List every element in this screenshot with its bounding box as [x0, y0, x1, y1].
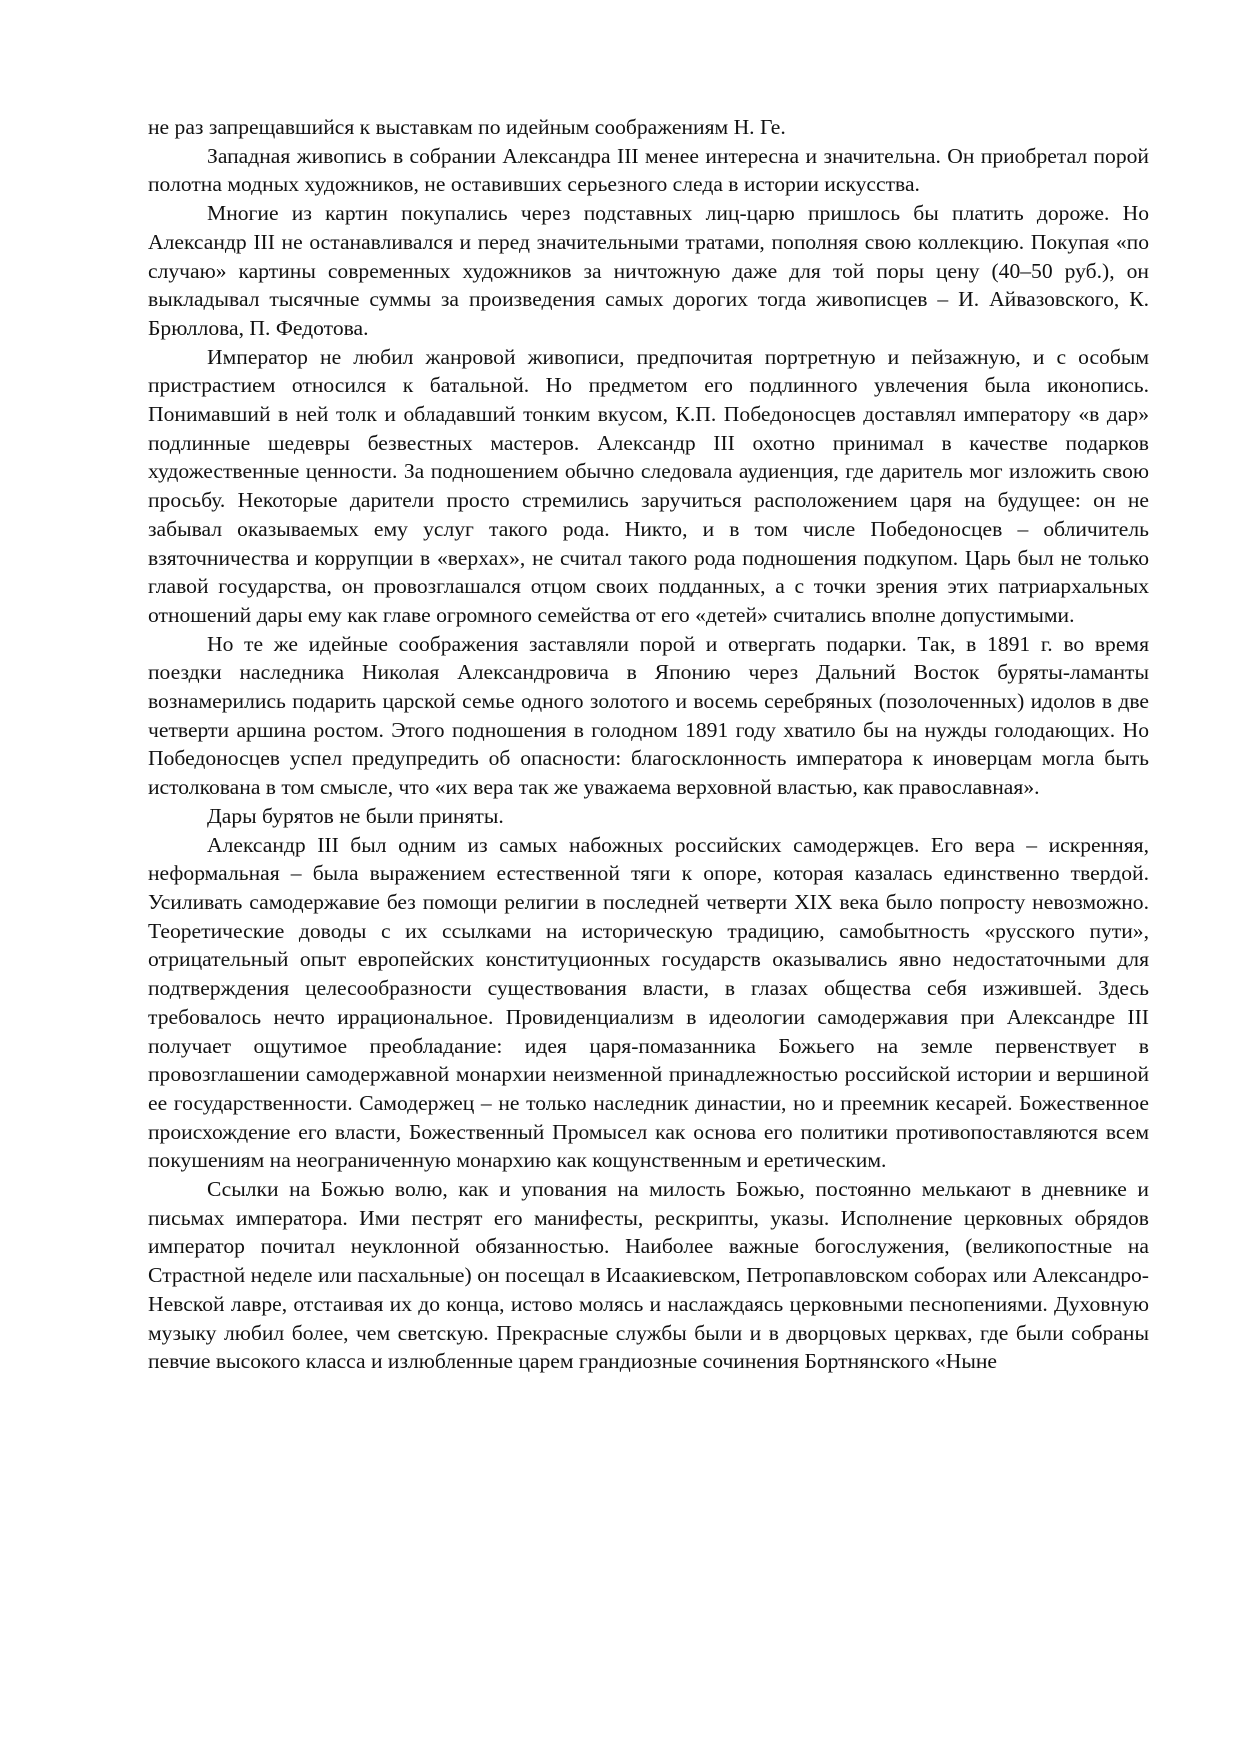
- paragraph-purchases: Многие из картин покупались через подставных лиц-царю пришлось бы платить дороже. Но Александр III не останавливался и перед значительными тратами, пополняя свою коллекцию. Покупая «по случаю» картины современных художников за ничтожную даже для той поры цену (40–50 руб.), он выкладывал тысячные суммы за произведения самых дорогих тогда живописцев – И. Айвазовского, К. Брюллова, П. Федотова.: [148, 201, 1149, 340]
- document-page: [148, 113, 1149, 1376]
- paragraph-continuation: не раз запрещавшийся к выставкам по идейным соображениям Н. Ге.: [148, 115, 786, 139]
- paragraph-western-painting: Западная живопись в собрании Александра III менее интересна и значительна. Он приобретал порой полотна модных художников, не оставивших серьезного следа в истории искусства.: [148, 143, 1149, 197]
- paragraph-icon-painting: Император не любил жанровой живописи, предпочитая портретную и пейзажную, и с особым пристрастием относился к батальной. Но предметом его подлинного увлечения была иконопись. Понимавший в ней толк и обладавший тонким вкусом, К.П. Победоносцев доставлял императору «в дар» подлинные шедевры безвестных мастеров. Александр III охотно принимал в качестве подарков художественные ценности. За подношением обычно следовала аудиенция, где даритель мог изложить свою просьбу. Некоторые дарители просто стремились заручиться расположением царя на будущее: он не забывал оказываемых ему услуг такого рода. Никто, и в том числе Победоносцев – обличитель взяточничества и коррупции в «верхах», не считал такого рода подношения подкупом. Царь был не только главой государства, он провозглашался отцом своих подданных, а с точки зрения этих патриархальных отношений дары ему как главе огромного семейства от его «детей» считались вполне допустимыми.: [148, 344, 1149, 627]
- paragraph-church-services: Ссылки на Божью волю, как и упования на милость Божью, постоянно мелькают в дневнике и письмах императора. Ими пестрят его манифесты, рескрипты, указы. Исполнение церковных обрядов император почитал неуклонной обязанностью. Наиболее важные богослужения, (великопостные на Страстной неделе или пасхальные) он посещал в Исаакиевском, Петропавловском соборах или Александро-Невской лавре, отстаивая их до конца, истово молясь и наслаждаясь церковными песнопениями. Духовную музыку любил более, чем светскую. Прекрасные службы были и в дворцовых церквах, где были собраны певчие высокого класса и излюбленные царем грандиозные сочинения Бортнянского «Ныне: [148, 1177, 1149, 1374]
- paragraph-rejected-gifts: Но те же идейные соображения заставляли порой и отвергать подарки. Так, в 1891 г. во время поездки наследника Николая Александровича в Японию через Дальний Восток буряты-ламанты вознамерились подарить царской семье одного золотого и восемь серебряных (позолоченных) идолов в две четверти аршина ростом. Этого подношения в голодном 1891 году хватило бы на нужды голодающих. Но Победоносцев успел предупредить об опасности: благосклонность императора к иноверцам могла быть истолкована в том смысле, что «их вера так же уважаема верховной властью, как православная».: [148, 631, 1149, 800]
- paragraph-buryat-gifts: Дары бурятов не были приняты.: [207, 803, 504, 828]
- paragraph-religion: Александр III был одним из самых набожных российских самодержцев. Его вера – искренняя, неформальная – была выражением естественной тяги к опоре, которая казалась единственно твердой. Усиливать самодержавие без помощи религии в последней четверти XIX века было попросту невозможно. Теоретические доводы с их ссылками на историческую традицию, самобытность «русского пути», отрицательный опыт европейских конституционных государств оказывались явно недостаточными для подтверждения целесообразности существования власти, в глазах общества себя изжившей. Здесь требовалось нечто иррациональное. Провиденциализм в идеологии самодержавия при Александре III получает ощутимое преобладание: идея царя-помазанника Божьего на земле первенствует в провозглашении самодержавной монархии неизменной принадлежностью российской истории и вершиной ее государственности. Самодержец – не только наследник династии, но и преемник кесарей. Божественное происхождение его власти, Божественный Промысел как основа его политики противопоставляются всем покушениям на неограниченную монархию как кощунственным и еретическим.: [148, 832, 1149, 1173]
